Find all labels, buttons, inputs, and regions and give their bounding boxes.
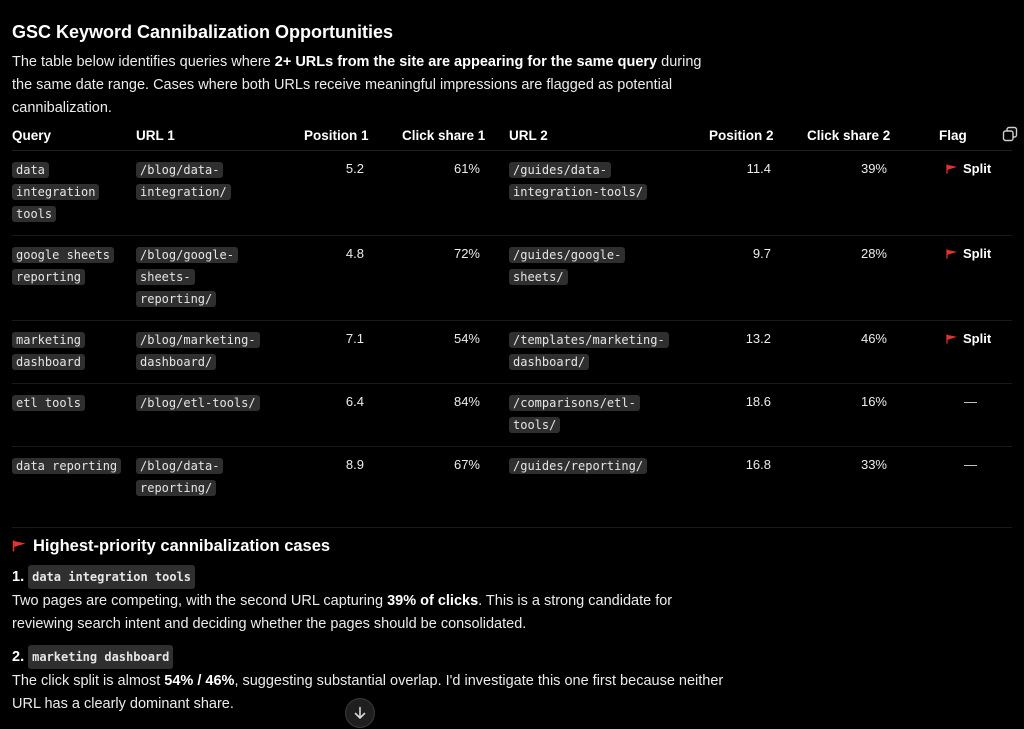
query-cell: google sheets reporting (12, 244, 122, 288)
header-position-2: Position 2 (709, 128, 774, 143)
header-query: Query (12, 128, 52, 143)
position-1-cell: 7.1 (345, 331, 364, 346)
header-click-share-1: Click share 1 (402, 128, 486, 143)
click-share-1-cell: 54% (453, 331, 480, 346)
priority-item-head: 2. marketing dashboard (12, 646, 732, 668)
priority-query-code: data integration tools (28, 565, 195, 589)
position-2-cell: 9.7 (752, 246, 771, 261)
header-flag: Flag (939, 128, 967, 143)
flag-cell: Split (946, 246, 991, 261)
red-flag-icon (12, 540, 27, 552)
red-flag-icon (946, 334, 958, 344)
table-row (12, 384, 1012, 447)
header-url-1: URL 1 (136, 128, 175, 143)
position-1-cell: 4.8 (345, 246, 364, 261)
url-1-cell: /blog/marketing-dashboard/ (136, 329, 266, 373)
priority-query-code: marketing dashboard (28, 645, 173, 669)
query-cell: etl tools (12, 392, 122, 414)
priority-item-text: The click split is almost 54% / 46%, suggesting substantial overlap. I'd investigate this one first because neither URL has a clearly dominant share. (12, 673, 724, 712)
flag-cell: Split (946, 331, 991, 346)
query-cell: marketing dashboard (12, 329, 122, 373)
click-share-1-cell: 84% (453, 394, 480, 409)
url-1-cell: /blog/data-reporting/ (136, 455, 266, 499)
url-2-cell: /templates/marketing-dashboard/ (509, 329, 669, 373)
query-cell: data reporting (12, 455, 122, 477)
click-share-1-cell: 61% (453, 161, 480, 176)
priority-heading: Highest-priority cannibalization cases (12, 536, 732, 556)
position-2-cell: 13.2 (745, 331, 771, 346)
header-position-1: Position 1 (304, 128, 369, 143)
position-2-cell: 18.6 (745, 394, 771, 409)
url-1-cell: /blog/data-integration/ (136, 159, 266, 203)
click-share-1-cell: 72% (453, 246, 480, 261)
copy-icon[interactable] (1002, 126, 1018, 142)
position-1-cell: 6.4 (345, 394, 364, 409)
table-row (12, 447, 1012, 528)
table-body (12, 151, 1012, 528)
click-share-2-cell: 46% (860, 331, 887, 346)
table-row (12, 321, 1012, 384)
click-share-2-cell: 39% (860, 161, 887, 176)
url-2-cell: /guides/data-integration-tools/ (509, 159, 669, 203)
table-row (12, 236, 1012, 321)
query-cell: data integration tools (12, 159, 122, 225)
click-share-2-cell: 33% (860, 457, 887, 472)
url-2-cell: /guides/reporting/ (509, 455, 669, 477)
url-1-cell: /blog/etl-tools/ (136, 392, 266, 414)
flag-cell: — (964, 457, 977, 472)
cannibalization-table (12, 124, 1012, 528)
click-share-2-cell: 16% (860, 394, 887, 409)
arrow-down-icon (353, 706, 367, 720)
click-share-1-cell: 67% (453, 457, 480, 472)
header-click-share-2: Click share 2 (807, 128, 891, 143)
priority-list (12, 566, 732, 716)
red-flag-icon (946, 249, 958, 259)
flag-cell: Split (946, 161, 991, 176)
flag-cell: — (964, 394, 977, 409)
table-header (12, 124, 1012, 151)
url-1-cell: /blog/google-sheets-reporting/ (136, 244, 266, 310)
red-flag-icon (946, 164, 958, 174)
priority-item-text: Two pages are competing, with the second URL capturing 39% of clicks. This is a strong candidate for reviewing search intent and deciding whether the pages should be consolidated. (12, 593, 673, 632)
priority-item-head: 1. data integration tools (12, 566, 732, 588)
intro-paragraph: The table below identifies queries where 2+ URLs from the site are appearing for the same query during the same date range. Cases where both URLs receive meaningful impressions are flagged as potential cannibalization. (12, 54, 702, 116)
position-1-cell: 8.9 (345, 457, 364, 472)
priority-item (12, 566, 732, 636)
header-url-2: URL 2 (509, 128, 548, 143)
table-row (12, 151, 1012, 236)
page-title: GSC Keyword Cannibalization Opportunities (12, 22, 394, 42)
position-1-cell: 5.2 (345, 161, 364, 176)
url-2-cell: /guides/google-sheets/ (509, 244, 669, 288)
position-2-cell: 11.4 (746, 161, 771, 176)
url-2-cell: /comparisons/etl-tools/ (509, 392, 669, 436)
click-share-2-cell: 28% (860, 246, 887, 261)
priority-section (12, 536, 732, 716)
position-2-cell: 16.8 (745, 457, 771, 472)
scroll-down-button[interactable] (345, 698, 375, 728)
